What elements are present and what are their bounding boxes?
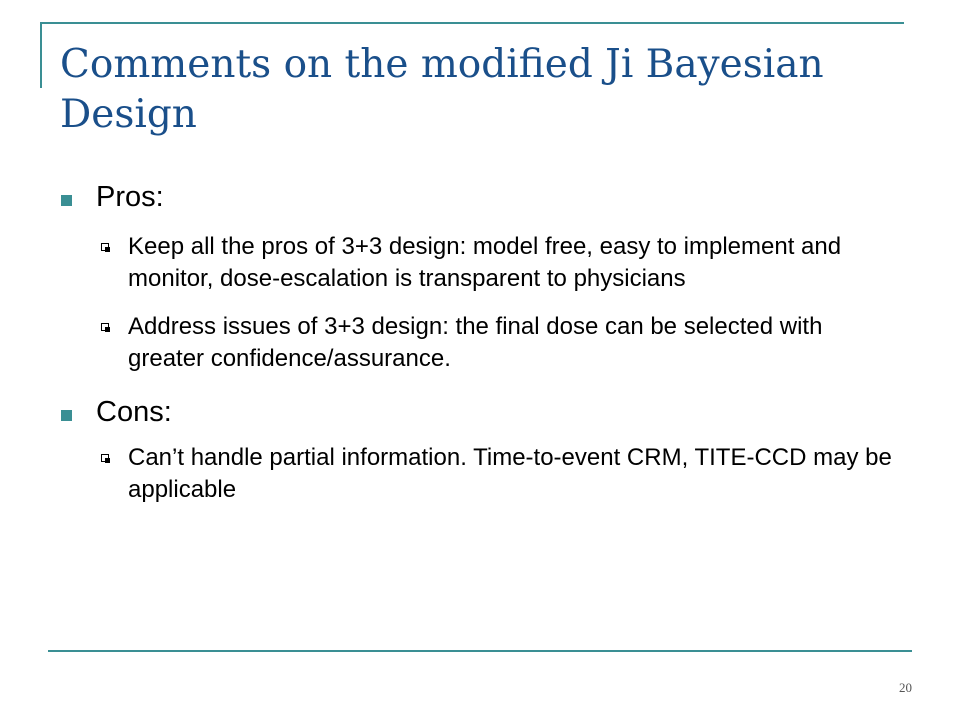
pros-label: Pros: xyxy=(96,181,164,213)
pros-item-text: Address issues of 3+3 design: the final dose can be selected with greater confidence/assurance. xyxy=(128,313,823,373)
list-item xyxy=(60,442,905,506)
hollow-square-bullet-icon xyxy=(101,243,109,251)
top-rule xyxy=(40,22,904,24)
bottom-rule xyxy=(48,650,912,652)
cons-heading xyxy=(60,395,905,430)
hollow-square-bullet-icon xyxy=(101,323,109,331)
slide-title: Comments on the modified Ji Bayesian Design xyxy=(60,42,824,137)
left-rule xyxy=(40,22,42,88)
square-bullet-icon xyxy=(61,410,72,421)
cons-label: Cons: xyxy=(96,396,172,429)
list-item xyxy=(60,311,905,375)
slide-content xyxy=(60,180,905,523)
page-number: 20 xyxy=(899,680,912,695)
hollow-square-bullet-icon xyxy=(101,454,109,462)
pros-heading xyxy=(60,180,905,215)
list-item xyxy=(60,231,905,295)
square-bullet-icon xyxy=(61,195,72,206)
cons-item-text: Can’t handle partial information. Time-to-event CRM, TITE-CCD may be applicable xyxy=(128,444,892,504)
pros-item-text: Keep all the pros of 3+3 design: model free, easy to implement and monitor, dose-escalation is transparent to physicians xyxy=(128,232,842,292)
